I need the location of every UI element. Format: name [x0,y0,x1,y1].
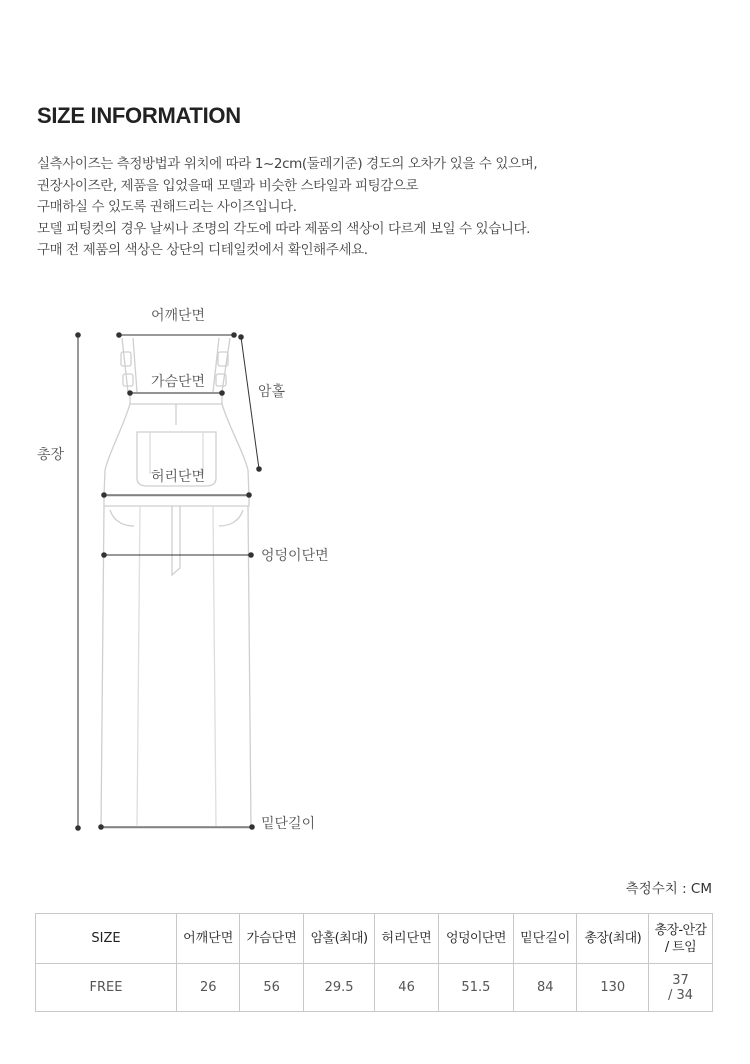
label-hem: 밑단길이 [261,816,316,832]
description-line: 실측사이즈는 측정방법과 위치에 따라 1~2cm(둘레기준) 경도의 오차가 있을 수 있으며, [37,156,538,172]
label-shoulder: 어깨단면 [150,308,206,324]
table-row [36,964,713,1012]
cell-slit-value: / 34 [667,987,694,1003]
cell-size: FREE [36,964,177,1012]
cell-armhole: 29.5 [303,964,375,1012]
table-header-row [36,914,713,964]
header-armhole: 암홀(최대) [303,914,375,964]
cell-waist: 46 [375,964,438,1012]
header-shoulder: 어깨단면 [177,914,240,964]
header-chest: 가슴단면 [240,914,303,964]
description-line: 권장사이즈란, 제품을 입었을때 모델과 비슷한 스타일과 피팅감으로 [37,177,419,194]
label-waist: 허리단면 [150,469,206,485]
label-hip: 엉덩이단면 [261,548,329,564]
measurement-labels [37,307,329,832]
header-waist: 허리단면 [375,914,438,964]
cell-total-length: 130 [577,964,649,1012]
label-armhole: 암홀 [258,384,286,400]
cell-shoulder: 26 [177,964,240,1012]
measurement-unit: 측정수치 : CM [625,881,712,897]
cell-hip: 51.5 [438,964,513,1012]
header-lining-slit [649,914,713,964]
label-chest: 가슴단면 [150,374,206,390]
measurement-diagram [0,290,750,850]
page-title: SIZE INFORMATION [37,103,241,128]
description-line: 구매하실 수 있도록 권해드리는 사이즈입니다. [37,199,297,215]
header-lining-line: 총장-안감 [654,922,707,938]
description-line: 구매 전 제품의 색상은 상단의 디테일컷에서 확인해주세요. [37,242,368,258]
header-size: SIZE [36,914,177,964]
header-slit-line: / 트임 [664,939,697,955]
cell-lining-value: 37 [672,972,689,988]
size-table [35,913,713,1012]
header-total-length: 총장(최대) [577,914,649,964]
size-description [37,154,537,262]
cell-chest: 56 [240,964,303,1012]
description-line: 모델 피팅컷의 경우 날씨나 조명의 각도에 따라 제품의 색상이 다르게 보일 수 있습니다. [37,220,531,237]
overall-illustration [101,338,251,828]
label-total-length: 총장 [37,447,65,463]
cell-hem: 84 [514,964,577,1012]
header-hem: 밑단길이 [514,914,577,964]
header-hip: 엉덩이단면 [438,914,513,964]
cell-lining-slit [649,964,713,1012]
